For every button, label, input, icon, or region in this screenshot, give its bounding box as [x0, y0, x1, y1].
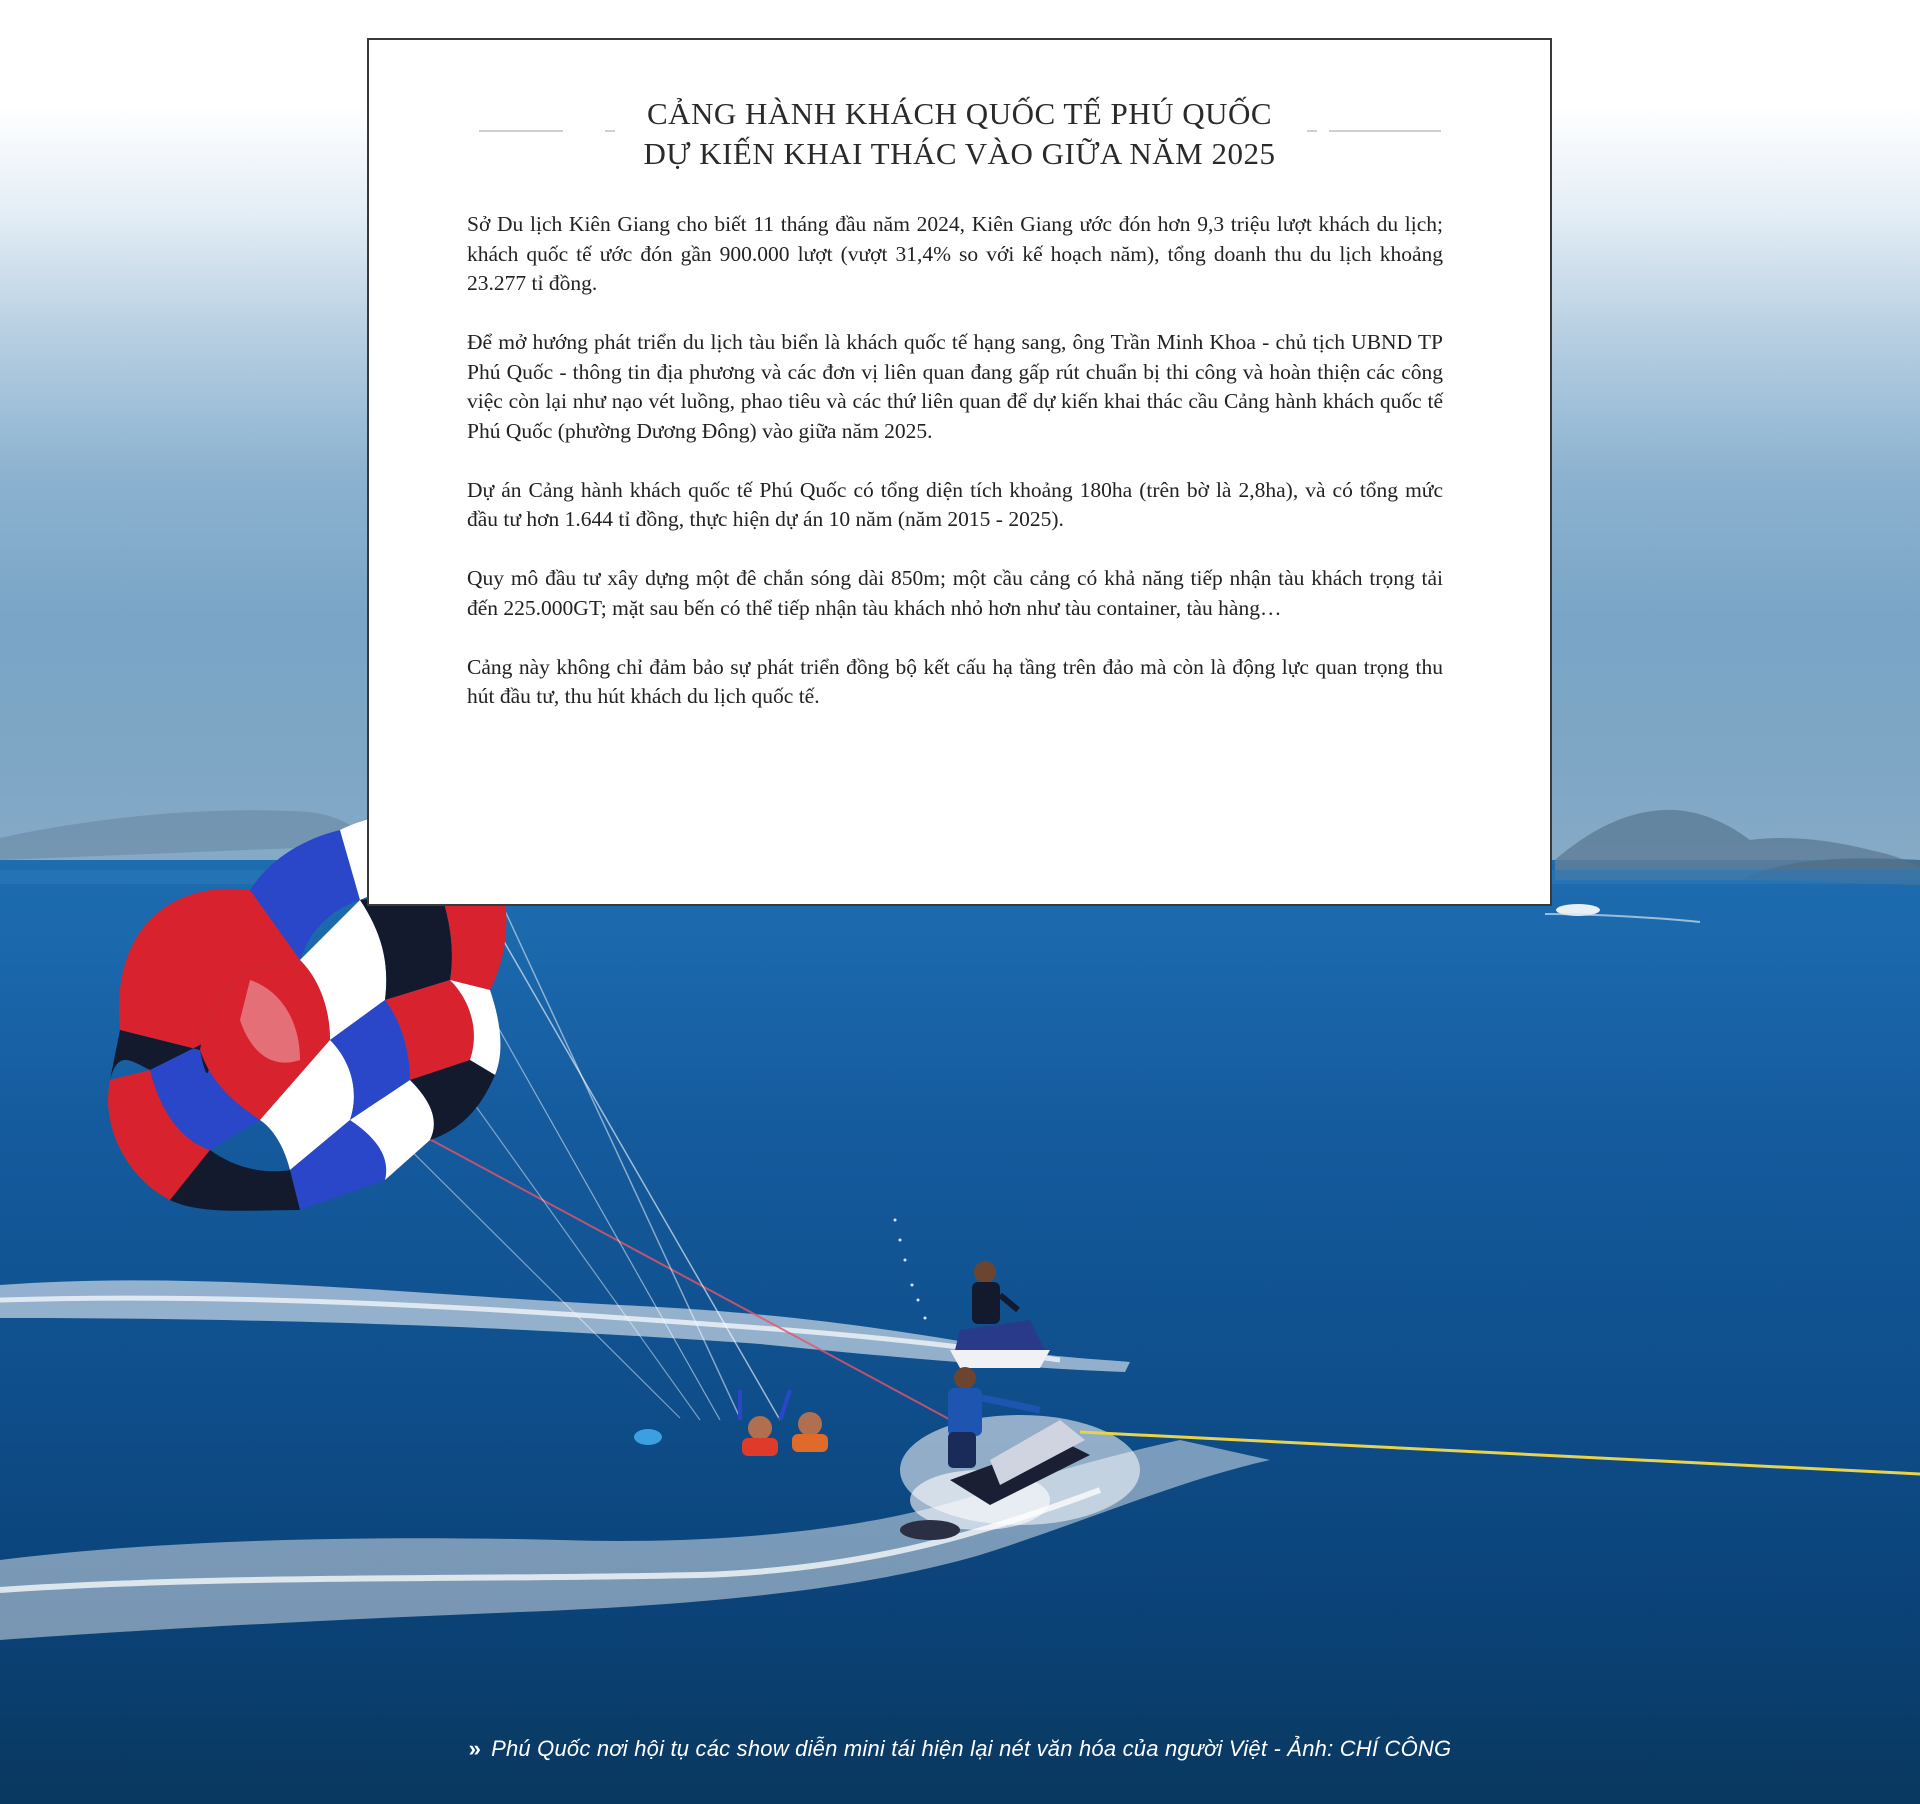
- jet-ski-back: [950, 1261, 1050, 1368]
- paragraph: Cảng này không chỉ đảm bảo sự phát triển đồng bộ kết cấu hạ tầng trên đảo mà còn là động lực quan trọng thu hút đầu tư, thu hút khách du lịch quốc tế.: [467, 654, 1443, 708]
- article-title: [369, 94, 1550, 174]
- photo-caption: [0, 1736, 1920, 1762]
- title-line-1: CẢNG HÀNH KHÁCH QUỐC TẾ PHÚ QUỐC: [646, 96, 1273, 131]
- paragraph: Để mở hướng phát triển du lịch tàu biển là khách quốc tế hạng sang, ông Trần Minh Khoa - chủ tịch UBND TP Phú Quốc - thông tin địa phương và các đơn vị liên quan đang gấp rút chuẩn bị thi công và hoàn thiện các công việc còn lại như nạo vét luồng, phao tiêu và các thứ liên quan để dự kiến khai thác cầu Cảng hành khách quốc tế Phú Quốc (phường Dương Đông) vào giữa năm 2025.: [467, 330, 1443, 443]
- spray-droplets: [894, 1219, 927, 1320]
- paragraph: Sở Du lịch Kiên Giang cho biết 11 tháng đầu năm 2024, Kiên Giang ước đón hơn 9,3 triệu lượt khách du lịch; khách quốc tế ước đón gần 900.000 lượt (vượt 31,4% so với kế hoạch năm), tổng doanh thu du lịch khoảng 23.277 tỉ đồng.: [467, 212, 1443, 295]
- caption-marker-icon: »: [468, 1736, 482, 1761]
- paragraph: Dự án Cảng hành khách quốc tế Phú Quốc có tổng diện tích khoảng 180ha (trên bờ là 2,8ha), và có tổng mức đầu tư hơn 1.644 tỉ đồng, thực hiện dự án 10 năm (năm 2015 - 2025).: [467, 477, 1443, 531]
- article-card: [367, 38, 1552, 906]
- caption-text: Phú Quốc nơi hội tụ các show diễn mini tái hiện lại nét văn hóa của người Việt - Ảnh: CHÍ CÔNG: [491, 1736, 1452, 1761]
- article-body: [467, 210, 1443, 741]
- paragraph: Quy mô đầu tư xây dựng một đê chắn sóng dài 850m; một cầu cảng có khả năng tiếp nhận tàu khách trọng tải đến 225.000GT; mặt sau bến có thể tiếp nhận tàu khách nhỏ hơn như tàu container, tàu hàng…: [467, 566, 1443, 620]
- title-line-2: DỰ KIẾN KHAI THÁC VÀO GIỮA NĂM 2025: [643, 136, 1276, 171]
